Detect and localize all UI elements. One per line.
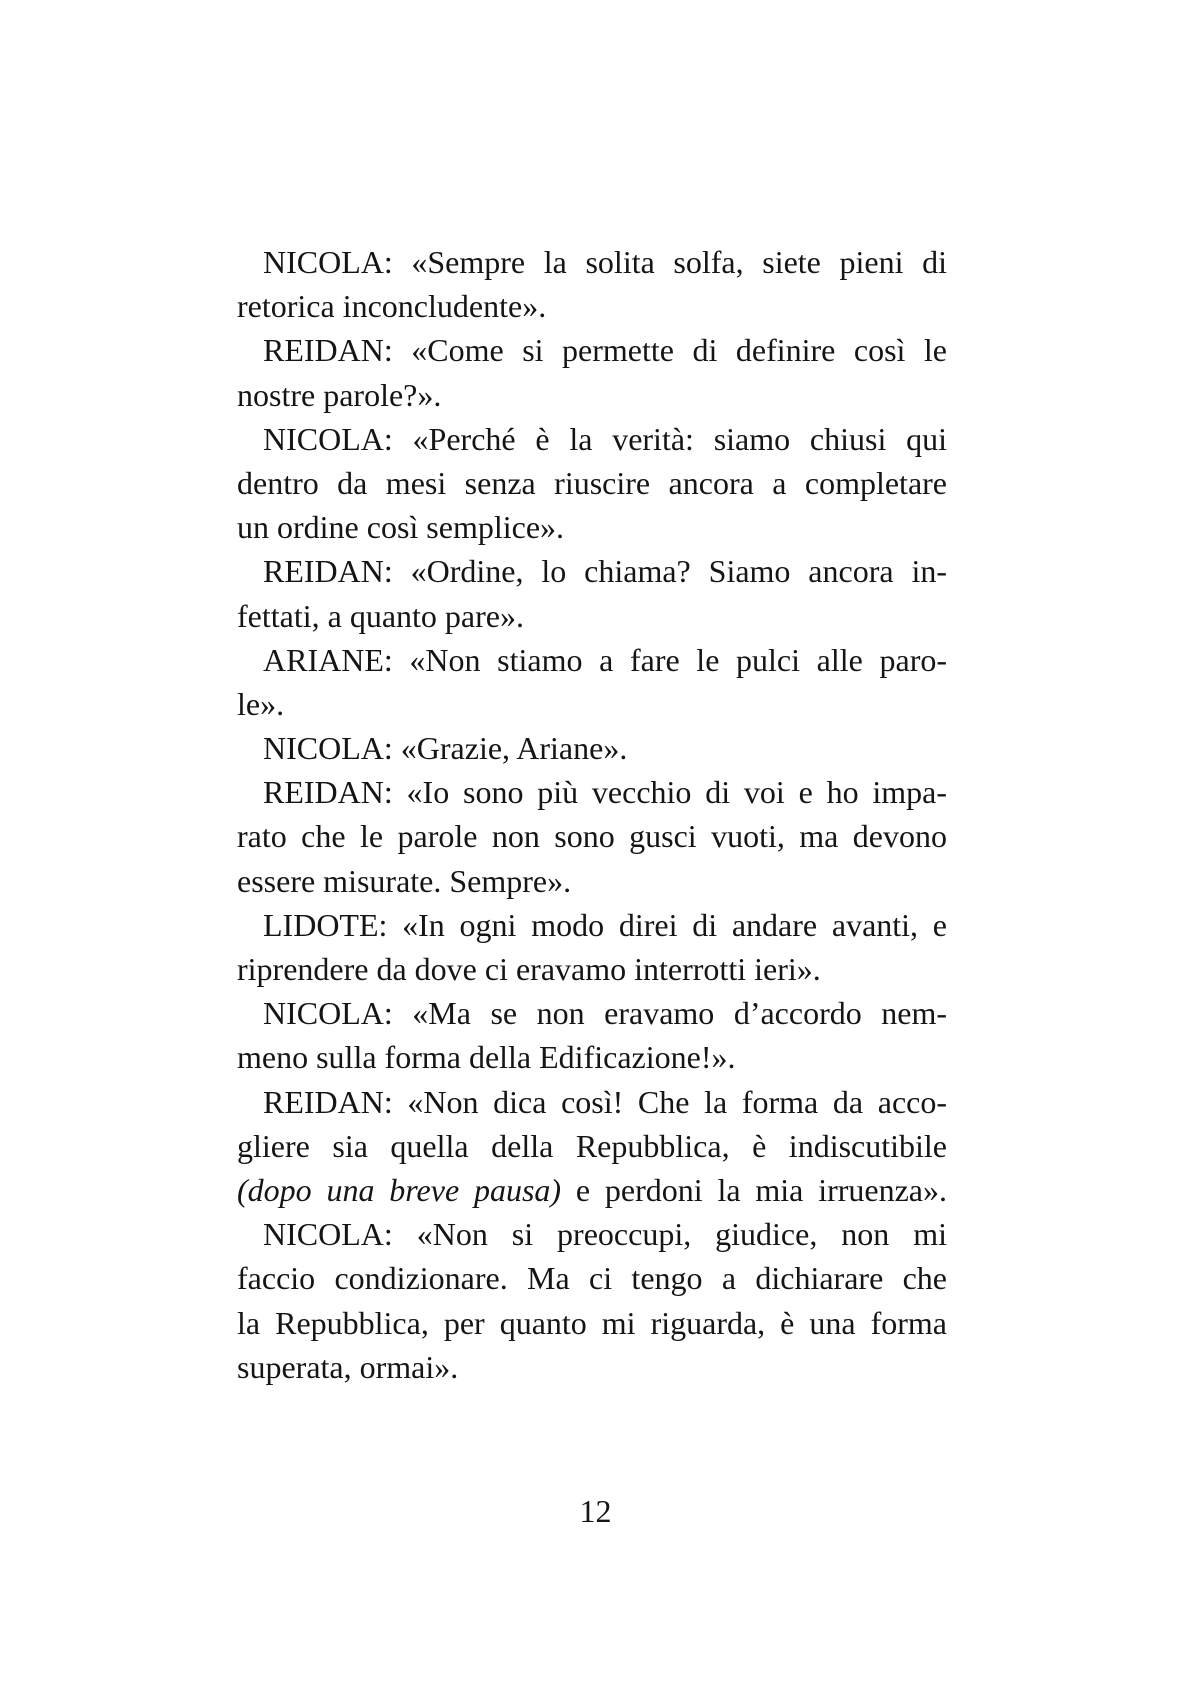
text-segment: gliere sia quella della Repubblica, è indiscutibile: [237, 1127, 947, 1164]
text-segment: NICOLA: «Perché è la verità: siamo chiusi qui: [263, 420, 947, 457]
text-line: [237, 682, 947, 726]
text-line: [237, 1345, 947, 1389]
paragraph: [237, 240, 947, 328]
paragraph: [237, 328, 947, 416]
paragraph: [237, 417, 947, 550]
text-line: [237, 373, 947, 417]
text-line: [237, 328, 947, 372]
text-line: [237, 1212, 947, 1256]
text-line: [237, 1168, 947, 1212]
text-line: [237, 1301, 947, 1345]
text-segment: e perdoni la mia irruenza».: [561, 1171, 947, 1208]
text-segment: faccio condizionare. Ma ci tengo a dichiarare che: [237, 1260, 947, 1297]
text-line: [237, 417, 947, 461]
text-segment: riprendere da dove ci eravamo interrotti ieri».: [237, 951, 821, 987]
text-line: [237, 638, 947, 682]
text-segment: meno sulla forma della Edificazione!».: [237, 1039, 736, 1076]
text-segment: NICOLA: «Grazie, Ariane».: [263, 730, 628, 767]
page-number: 12: [579, 1493, 612, 1529]
text-line: [237, 991, 947, 1035]
text-segment: NICOLA: «Ma se non eravamo d’accordo nem-: [263, 995, 947, 1032]
text-segment: nostre parole?».: [237, 376, 442, 413]
text-line: [237, 284, 947, 328]
text-line: [237, 947, 947, 991]
text-line: [237, 461, 947, 505]
text-line: [237, 549, 947, 593]
page-text: [237, 240, 947, 1389]
text-line: [237, 240, 947, 284]
text-line: [237, 594, 947, 638]
text-segment: fettati, a quanto pare».: [237, 597, 524, 634]
text-line: [237, 1080, 947, 1124]
text-segment: REIDAN: «Ordine, lo chiama? Siamo ancora in-: [263, 553, 947, 590]
text-line: [237, 505, 947, 549]
stage-direction-italic: (dopo una breve pausa): [237, 1171, 562, 1208]
text-segment: dentro da mesi senza riuscire ancora a completare: [237, 464, 947, 501]
text-segment: retorica inconcludente».: [237, 288, 547, 325]
paragraph: [237, 549, 947, 637]
text-line: [237, 1124, 947, 1168]
text-line: [237, 1256, 947, 1300]
text-segment: NICOLA: «Non si preoccupi, giudice, non mi: [263, 1216, 947, 1253]
text-segment: REIDAN: «Come si permette di definire così le: [263, 332, 947, 369]
text-segment: le».: [237, 685, 285, 722]
text-line: [237, 726, 947, 770]
paragraph: [237, 1080, 947, 1213]
paragraph: [237, 903, 947, 991]
paragraph: [237, 1212, 947, 1389]
text-line: [237, 859, 947, 903]
text-line: [237, 770, 947, 814]
text-segment: rato che le parole non sono gusci vuoti, ma devono: [237, 818, 947, 855]
text-line: [237, 1035, 947, 1079]
text-segment: essere misurate. Sempre».: [237, 862, 572, 899]
paragraph: [237, 726, 947, 770]
text-segment: NICOLA: «Sempre la solita solfa, siete pieni di: [263, 244, 947, 280]
text-segment: la Repubblica, per quanto mi riguarda, è una forma: [237, 1304, 947, 1341]
text-segment: REIDAN: «Non dica così! Che la forma da acco-: [263, 1083, 947, 1120]
text-segment: REIDAN: «Io sono più vecchio di voi e ho impa-: [263, 774, 947, 811]
text-segment: superata, ormai».: [237, 1348, 459, 1385]
paragraph: [237, 991, 947, 1079]
paragraph: [237, 638, 947, 726]
paragraph: [237, 770, 947, 903]
text-segment: LIDOTE: «In ogni modo direi di andare avanti, e: [263, 906, 947, 943]
text-segment: ARIANE: «Non stiamo a fare le pulci alle paro-: [263, 641, 947, 678]
text-segment: un ordine così semplice».: [237, 509, 565, 546]
text-line: [237, 903, 947, 947]
text-line: [237, 814, 947, 858]
